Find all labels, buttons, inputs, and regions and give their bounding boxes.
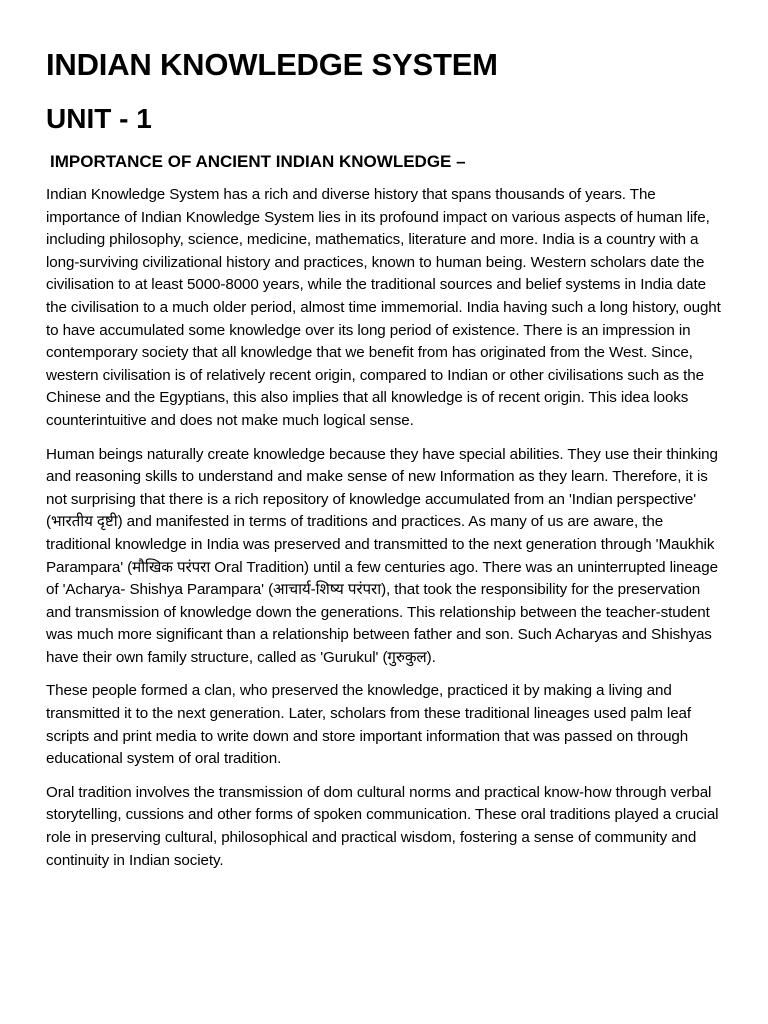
paragraph-clan-preservation: These people formed a clan, who preserved the knowledge, practiced it by making a living and transmitted it to the next generation. Later, scholars from these traditional lineages used palm leaf scripts and print media to write down and store important information that was passed on through educational system of oral tradition. <box>46 682 692 768</box>
paragraph-oral-tradition: Oral tradition involves the transmission of dom cultural norms and practical know-how through verbal storytelling, cussions and other forms of spoken communication. These oral traditions played a crucial role in preserving cultural, philosophical and practical wisdom, fostering a sense of community and continuity in Indian society. <box>46 783 719 869</box>
document-body <box>46 184 724 883</box>
section-heading: IMPORTANCE OF ANCIENT INDIAN KNOWLEDGE – <box>50 152 466 171</box>
document-title: INDIAN KNOWLEDGE SYSTEM <box>46 47 498 82</box>
paragraph-indian-perspective: Human beings naturally create knowledge because they have special abilities. They use their thinking and reasoning skills to understand and make sense of new Information as they learn. Therefore, it is not surprising that there is a rich repository of knowledge accumulated from an 'Indian perspective' (भारतीय दृष्टी) and manifested in terms of traditions and practices. As many of us are aware, the traditional knowledge in India was preserved and transmitted to the next generation through 'Maukhik Parampara' (मौखिक परंपरा Oral Tradition) until a few centuries ago. There was an uninterrupted lineage of 'Acharya- Shishya Parampara' (आचार्य-शिष्य परंपरा), that took the responsibility for the preservation and transmission of knowledge down the generations. This relationship between the teacher-student was much more significant than a relationship between father and son. Such Acharyas and Shishyas have their own family structure, called as 'Gurukul' (गुरुकुल). <box>46 445 718 666</box>
unit-title: UNIT - 1 <box>46 103 152 134</box>
paragraph-introduction: Indian Knowledge System has a rich and diverse history that spans thousands of years. The importance of Indian Knowledge System lies in its profound impact on various aspects of human life, including philosophy, science, medicine, mathematics, literature and more. India is a country with a long-surviving civilizational history and practices, known to human being. Western scholars date the civilisation to at least 5000-8000 years, while the traditional sources and belief systems in India date the civilisation to a much older period, almost time immemorial. India having such a long history, ought to have accumulated some knowledge over its long period of existence. There is an impression in contemporary society that all knowledge that we benefit from has originated from the West. Since, western civilisation is of relatively recent origin, compared to Indian or other civilisations such as the Chinese and the Egyptians, this also implies that all knowledge is of recent origin. This idea looks counterintuitive and does not make much logical sense. <box>46 186 721 429</box>
